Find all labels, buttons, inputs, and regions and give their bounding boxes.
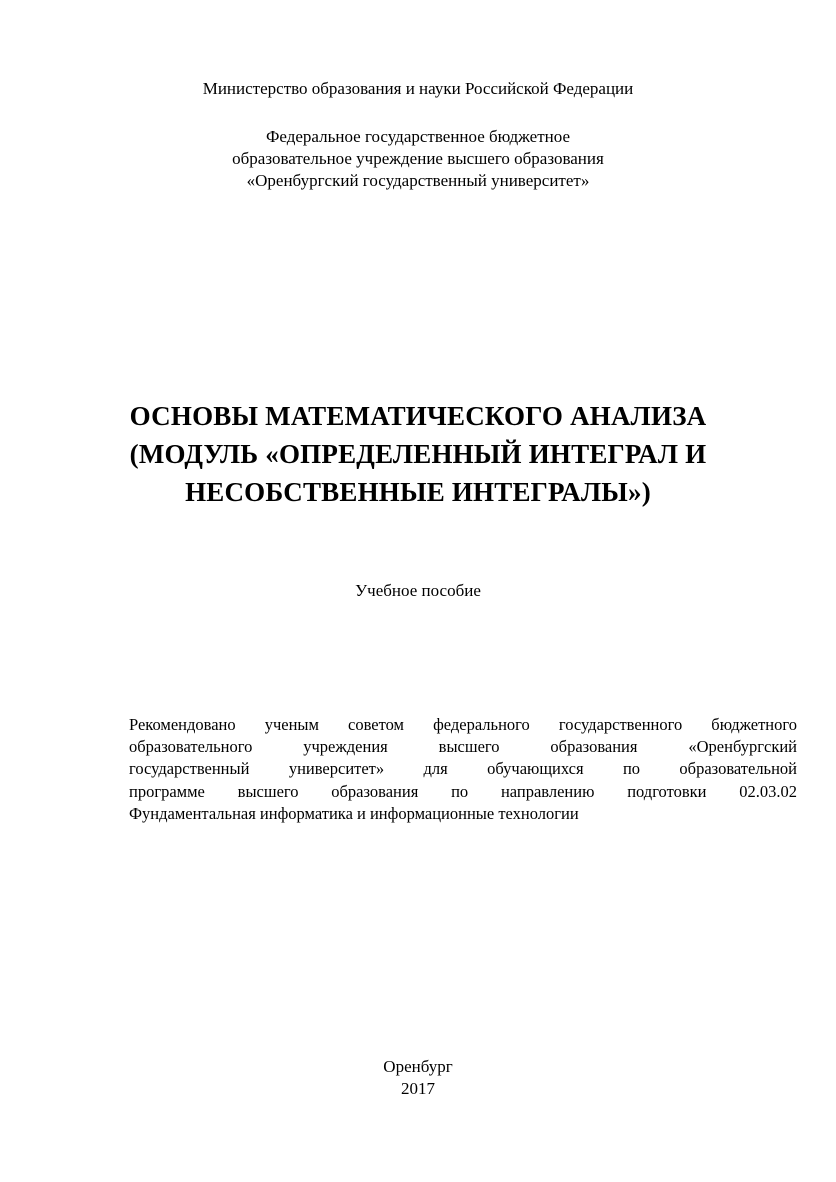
city: Оренбург bbox=[383, 1057, 453, 1076]
institution-line-2: образовательное учреждение высшего образования bbox=[232, 149, 604, 168]
recommendation-line: программе высшего образования по направлению подготовки 02.03.02 bbox=[129, 781, 797, 801]
recommendation-line: Фундаментальная информатика и информационные технологии bbox=[129, 803, 579, 823]
ministry-name: Министерство образования и науки Российской Федерации bbox=[202, 79, 634, 98]
recommendation-line: государственный университет» для обучающихся по образовательной bbox=[129, 759, 797, 779]
document-title-line-2: (МОДУЛЬ «ОПРЕДЕЛЕННЫЙ ИНТЕГРАЛ И bbox=[129, 439, 707, 469]
document-title-line-1: ОСНОВЫ МАТЕМАТИЧЕСКОГО АНАЛИЗА bbox=[129, 401, 707, 431]
institution-line-3: «Оренбургский государственный университет» bbox=[246, 171, 590, 190]
recommendation-line: Рекомендовано ученым советом федерального государственного бюджетного bbox=[129, 715, 797, 734]
document-title-line-3: НЕСОБСТВЕННЫЕ ИНТЕГРАЛЫ») bbox=[185, 477, 651, 507]
recommendation-line: образовательного учреждения высшего образования «Оренбургский bbox=[129, 737, 797, 757]
year: 2017 bbox=[401, 1079, 435, 1098]
document-type: Учебное пособие bbox=[355, 581, 481, 600]
institution-line-1: Федеральное государственное бюджетное bbox=[265, 127, 571, 146]
recommendation-paragraph bbox=[129, 714, 797, 825]
